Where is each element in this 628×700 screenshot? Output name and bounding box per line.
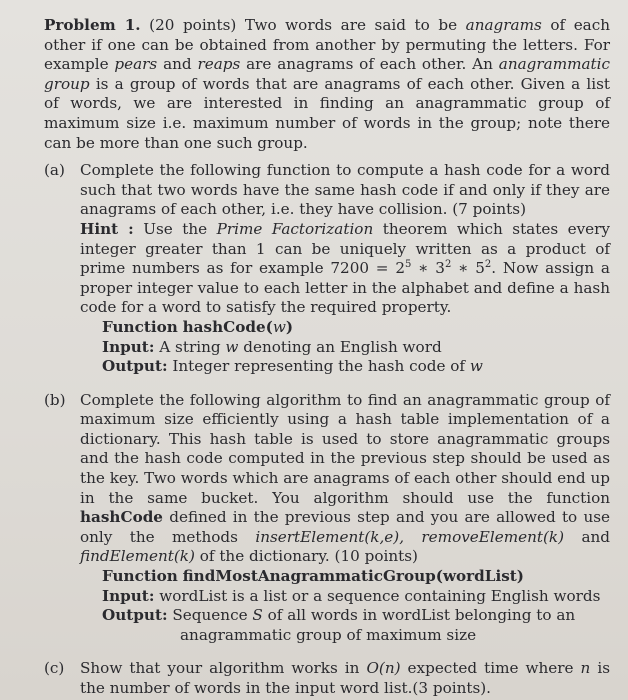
example-word-2: reaps — [197, 55, 241, 74]
find-group-function-spec: Function findMostAnagrammaticGroup(wordList) Input: wordList is a list or a sequence containing English words Output: Sequence S of all words in wordList belonging to an anagrammatic group of maximum size — [102, 567, 601, 644]
problem-points: (20 points) — [149, 16, 237, 34]
part-a-label: (a) — [44, 161, 65, 180]
complexity: O(n) — [366, 659, 401, 678]
find-element-method: findElement(k) — [80, 547, 195, 566]
hint-label: Hint : — [80, 219, 134, 238]
anagrams-term: anagrams — [465, 16, 542, 34]
example-word-1: pears — [114, 55, 158, 74]
part-a: (a) Complete the following function to compute a hash code for a word such that two words have the same hash code if and only if they are anagrams of each other, i.e. they have collision. (7 points) Hint : Use the Prime Factorization theorem which states every integer greater than 1 can be uniquely written as a product of prime numbers as for example $7200 = 2^5$ ∗ $3^2$ ∗ $5^2$. Now assign a proper integer value to each letter in the alphabet and define a hash code for a word to satisfy the required property. Function hashCode(w) Input: A string w denoting an English word Output: Integer representing the hash code of w — [44, 161, 610, 376]
hashcode-function-name: hashCode( — [182, 317, 273, 336]
part-c-label: (c) — [44, 659, 65, 678]
find-group-function-name: findMostAnagrammaticGroup(wordList) — [182, 567, 524, 586]
problem-intro: Problem 1. (20 points) Two words are said to be anagrams of each other if one can be obtained from another by permuting the letters. For example pears and reaps are anagrams of each other. An anagrammatic group is a group of words that are anagrams of each other. Given a list of words, we are interested in finding an anagrammatic group of maximum size i.e. maximum number of words in the group; note there can be more than one such group. — [44, 16, 611, 152]
part-b: (b) Complete the following algorithm to find an anagrammatic group of maximum size efficiently using a hash table implementation of a dictionary. This hash table is used to store anagrammatic groups and the hash code computed in the previous step should be used as the key. Two words which are anagrams of each other should end up in the same bucket. You algorithm should use the function hashCode defined in the previous step and you are allowed to use only the methods insertElement(k,e), removeElement(k) and findElement(k) of the dictionary. (10 points) Function findMostAnagrammaticGroup(wordList) Input: wordList is a list or a sequence containing English words Output: Sequence S of all words in wordList belonging to an anagrammatic group of maximum size — [44, 390, 611, 644]
group-term: anagrammatic group — [44, 55, 611, 93]
part-a-text: Complete the following function to compute a hash code for a word such that two words have the same hash code if and only if they are anagrams of each other, i.e. they have collision. (7 points) — [80, 161, 610, 219]
part-b-label: (b) — [44, 390, 66, 409]
theorem-name: Prime Factorization — [216, 219, 374, 238]
dictionary-methods: insertElement(k,e), removeElement(k) — [255, 527, 565, 546]
problem-heading: Problem 1. — [44, 16, 141, 34]
hashcode-ref: hashCode — [80, 508, 163, 527]
hashcode-function-spec: Function hashCode(w) Input: A string w denoting an English word Output: Integer representing the hash code of w — [102, 317, 483, 376]
part-c: (c) Show that your algorithm works in O(n) expected time where n is the number of words in the input word list.(3 points). — [44, 659, 611, 697]
